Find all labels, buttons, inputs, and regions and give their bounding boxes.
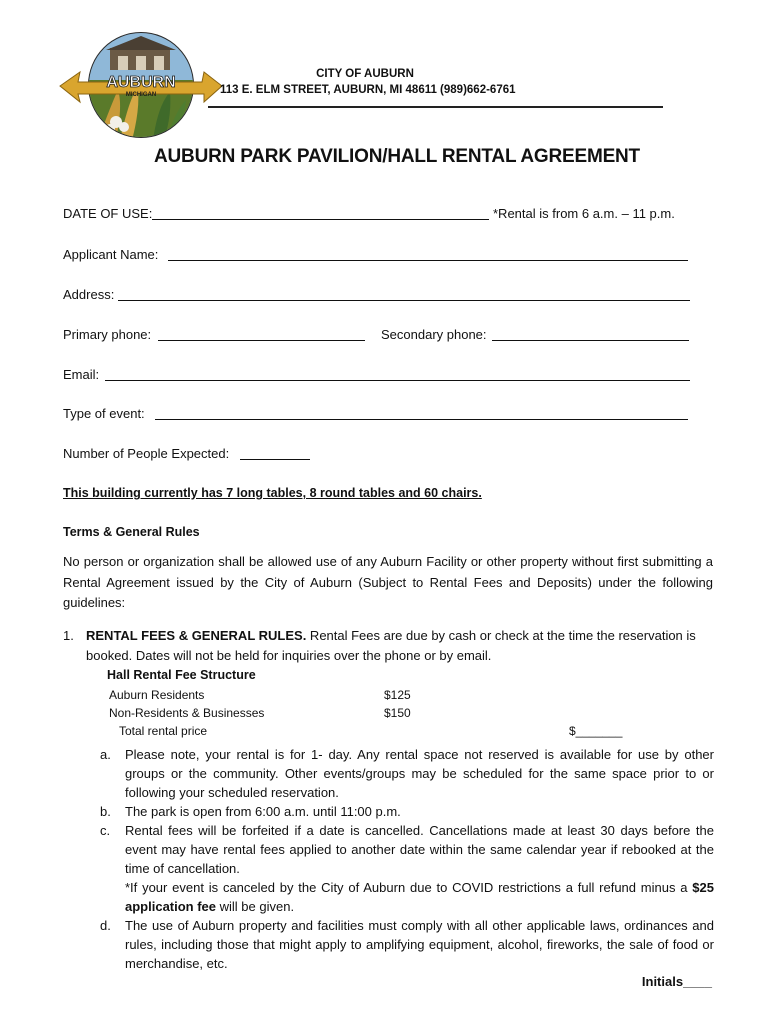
date-label: DATE OF USE:: [63, 206, 153, 221]
primary-phone-input-line[interactable]: [158, 328, 365, 341]
subitem-b: [100, 802, 714, 821]
fee-label-residents: Auburn Residents: [109, 688, 205, 702]
auburn-logo: [58, 30, 224, 140]
logo-city-text: AUBURN: [106, 74, 176, 91]
email-label: Email:: [63, 367, 100, 382]
primary-phone-label: Primary phone:: [63, 327, 152, 342]
address-label: Address:: [63, 287, 115, 302]
header-divider: [208, 106, 663, 108]
address-input-line[interactable]: [118, 288, 690, 301]
subitem-text: The park is open from 6:00 a.m. until 11:00 p.m.: [125, 804, 401, 819]
applicant-label: Applicant Name:: [63, 247, 159, 262]
item-text: Rental Fees are due by cash or check at the time the reservation is booked. Dates will not be held for inquiries over the phone or by email.: [86, 628, 696, 663]
application-fee: $25 application fee: [125, 880, 714, 914]
rental-hours-note: *Rental is from 6 a.m. – 11 p.m.: [493, 206, 675, 221]
org-header: [220, 66, 516, 98]
event-type-input-line[interactable]: [155, 407, 688, 420]
fee-label-nonresidents: Non-Residents & Businesses: [109, 706, 265, 720]
email-input-line[interactable]: [105, 368, 690, 381]
subitem-a: [100, 745, 714, 802]
fee-structure-heading: Hall Rental Fee Structure: [107, 668, 256, 682]
rental-fees-item: [63, 626, 713, 665]
logo-state-text: MICHIGAN: [125, 92, 157, 98]
subitem-text: Please note, your rental is for 1- day. Any rental space not reserved is available for use by other groups or the community. Other events/groups may be scheduled for the same space prior to or following your scheduled reservation.: [125, 747, 714, 800]
item-heading: RENTAL FEES & GENERAL RULES.: [86, 628, 307, 643]
subitem-text: Rental fees will be forfeited if a date is cancelled. Cancellations made at least 30 days before the event may have rental fees applied to another date within the same calendar year if rebooked at the time of cancellation.: [125, 823, 714, 876]
org-address: 113 E. ELM STREET, AUBURN, MI 48611 (989)662-6761: [220, 84, 516, 96]
subitem-letter: a.: [100, 747, 111, 762]
event-type-label: Type of event:: [63, 406, 145, 421]
people-label: Number of People Expected:: [63, 446, 230, 461]
subitem-letter: b.: [100, 804, 111, 819]
secondary-phone-input-line[interactable]: [492, 328, 689, 341]
subitem-letter: c.: [100, 823, 111, 838]
initials-field[interactable]: Initials____: [641, 974, 712, 989]
building-note: This building currently has 7 long tables, 8 round tables and 60 chairs.: [63, 486, 482, 500]
terms-heading: Terms & General Rules: [63, 525, 200, 539]
fee-amount-nonresidents: $150: [384, 706, 411, 720]
org-name: CITY OF AUBURN: [316, 68, 414, 80]
date-of-use-row: [63, 205, 152, 223]
subitem-letter: d.: [100, 918, 111, 933]
page-title: AUBURN PARK PAVILION/HALL RENTAL AGREEMENT: [154, 146, 640, 167]
subitem-c: [100, 821, 714, 916]
applicant-input-line[interactable]: [168, 248, 688, 261]
item-number: 1.: [63, 628, 74, 643]
total-rental-label: Total rental price: [119, 724, 208, 738]
total-rental-field[interactable]: $_______: [569, 724, 623, 738]
subitem-text: The use of Auburn property and facilities must comply with all other applicable laws, ordinances and rules, including those that might apply to amplifying equipment, alcohol, fireworks, the sale of food or merchandise, etc.: [125, 918, 714, 971]
people-input-line[interactable]: [240, 447, 310, 460]
fee-amount-residents: $125: [384, 688, 411, 702]
subitem-d: [100, 916, 714, 973]
date-input-line[interactable]: [152, 207, 489, 220]
covid-refund-note: *If your event is canceled by the City of Auburn due to COVID restrictions a full refund minus a $25 application fee will be given.: [125, 880, 714, 914]
intro-paragraph: No person or organization shall be allowed use of any Auburn Facility or other property without first submitting a Rental Agreement issued by the City of Auburn (Subject to Rental Fees and Deposits) under the following guidelines:: [63, 554, 713, 610]
secondary-phone-label: Secondary phone:: [381, 327, 487, 342]
